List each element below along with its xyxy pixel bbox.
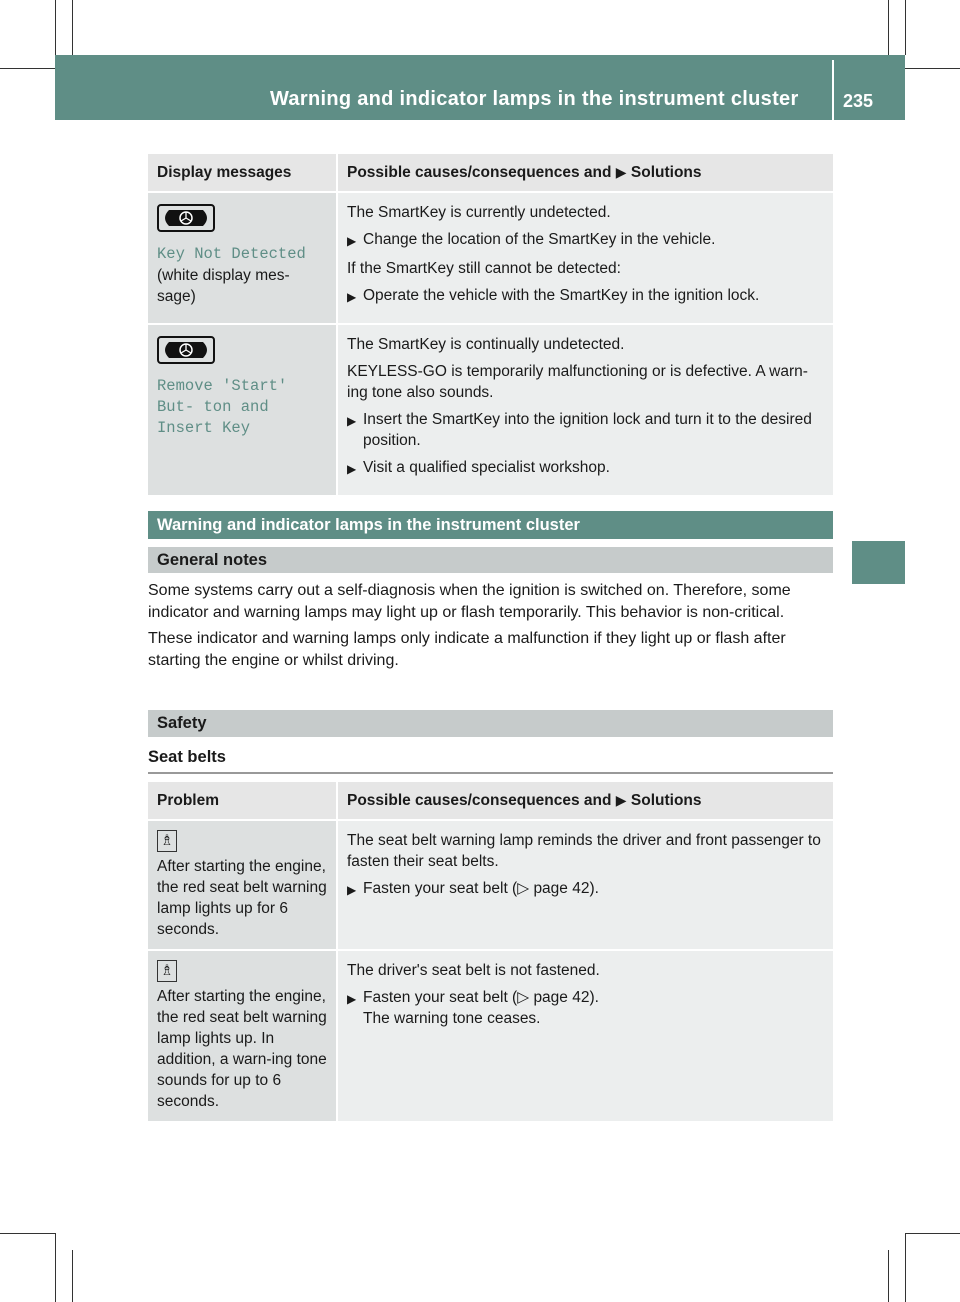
display-message-note: (white display mes- sage)	[157, 267, 290, 305]
problem-text: After starting the engine, the red seat belt warning lamp lights up for 6 seconds.	[157, 858, 327, 938]
action-arrow-icon: ▶	[347, 234, 357, 248]
action-arrow-icon: ▶	[615, 792, 627, 808]
crop-mark	[905, 0, 906, 55]
solutions-cell	[338, 325, 833, 497]
crop-mark	[72, 0, 73, 55]
action-item	[347, 878, 824, 901]
column-header-solutions	[338, 782, 833, 821]
action-text: Change the location of the SmartKey in the vehicle.	[363, 231, 716, 248]
action-text-group	[363, 987, 599, 1029]
action-arrow-icon: ▶	[347, 992, 357, 1006]
action-arrow-icon: ▶	[615, 164, 627, 180]
crop-mark	[888, 0, 889, 55]
side-tab-marker	[852, 541, 905, 584]
cause-text: The driver's seat belt is not fastened.	[347, 962, 600, 979]
crop-mark	[72, 1250, 73, 1302]
display-message: Remove 'Start' But‐ ton and Insert Key	[157, 377, 288, 437]
action-item	[347, 409, 824, 451]
header-divider	[832, 60, 834, 120]
table-row	[148, 951, 833, 1123]
page-number: 235	[843, 91, 874, 111]
action-result: The warning tone ceases.	[363, 1010, 541, 1027]
section-heading: Warning and indicator lamps in the instrument cluster	[148, 511, 833, 539]
crop-mark	[888, 1250, 889, 1302]
table-header-row	[148, 154, 833, 193]
action-item	[347, 229, 824, 252]
column-header-text: Solutions	[630, 164, 702, 181]
crop-mark	[55, 0, 56, 55]
action-arrow-icon: ▶	[347, 883, 357, 897]
crop-mark	[905, 1233, 906, 1302]
display-message: Key Not Detected	[157, 245, 306, 263]
column-header-text: Possible causes/consequences and	[347, 164, 612, 181]
column-header-solutions	[338, 154, 833, 193]
column-header-text: Solutions	[630, 792, 702, 809]
action-text: Fasten your seat belt (▷ page 42).	[363, 989, 599, 1006]
action-item	[347, 285, 824, 308]
general-notes-paragraph: Some systems carry out a self-diagnosis when the ignition is switched on. Therefore, some indicator and warning lamps may light up or flash temporarily. This behavior is non-critical.	[148, 582, 791, 621]
table-row	[148, 325, 833, 497]
side-tab-background	[852, 120, 905, 524]
cause-text: The SmartKey is currently undetected.	[347, 204, 611, 221]
seat-belts-heading: Seat belts	[148, 748, 226, 766]
action-arrow-icon: ▶	[347, 290, 357, 304]
action-item	[347, 987, 824, 1029]
table-row	[148, 821, 833, 951]
problem-cell	[148, 821, 338, 951]
action-arrow-icon: ▶	[347, 414, 357, 428]
problem-cell	[148, 951, 338, 1123]
crop-mark	[0, 1233, 55, 1234]
cause-text: If the SmartKey still cannot be detected:	[347, 260, 621, 277]
column-header-display-messages: Display messages	[148, 154, 338, 193]
crop-mark	[905, 1233, 960, 1234]
general-notes-paragraph: These indicator and warning lamps only indicate a malfunction if they light up or flash after starting the engine or whilst driving.	[148, 630, 786, 669]
smartkey-icon	[157, 336, 215, 364]
message-cell	[148, 193, 338, 325]
column-header-text: Possible causes/consequences and	[347, 792, 612, 809]
problem-text: After starting the engine, the red seat belt warning lamp lights up. In addition, a warn-ing tone sounds for up to 6 seconds.	[157, 988, 327, 1110]
seat-belt-problems-table	[148, 782, 833, 1123]
cause-text: The SmartKey is continually undetected.	[347, 336, 625, 353]
display-messages-table	[148, 154, 833, 497]
action-item	[347, 457, 824, 480]
heading-rule	[148, 772, 833, 774]
solutions-cell	[338, 951, 833, 1123]
action-arrow-icon: ▶	[347, 462, 357, 476]
message-cell	[148, 325, 338, 497]
crop-mark	[55, 1233, 56, 1302]
table-header-row	[148, 782, 833, 821]
action-text: Visit a qualified specialist workshop.	[363, 459, 610, 476]
smartkey-icon	[157, 204, 215, 232]
column-header-problem: Problem	[148, 782, 338, 821]
table-row	[148, 193, 833, 325]
subsection-heading-safety: Safety	[148, 710, 833, 737]
action-text: Operate the vehicle with the SmartKey in the ignition lock.	[363, 287, 760, 304]
action-text: Insert the SmartKey into the ignition lock and turn it to the desired position.	[363, 411, 812, 449]
seat-belt-icon: ♗	[157, 830, 177, 852]
header-title: Warning and indicator lamps in the instrument cluster	[270, 88, 799, 110]
cause-text: The seat belt warning lamp reminds the driver and front passenger to fasten their seat belts.	[347, 832, 821, 870]
action-text: Fasten your seat belt (▷ page 42).	[363, 880, 599, 897]
solutions-cell	[338, 821, 833, 951]
subsection-heading-general-notes: General notes	[148, 547, 833, 573]
solutions-cell	[338, 193, 833, 325]
cause-text: KEYLESS-GO is temporarily malfunctioning or is defective. A warn-ing tone also sounds.	[347, 363, 808, 401]
seat-belt-icon: ♗	[157, 960, 177, 982]
